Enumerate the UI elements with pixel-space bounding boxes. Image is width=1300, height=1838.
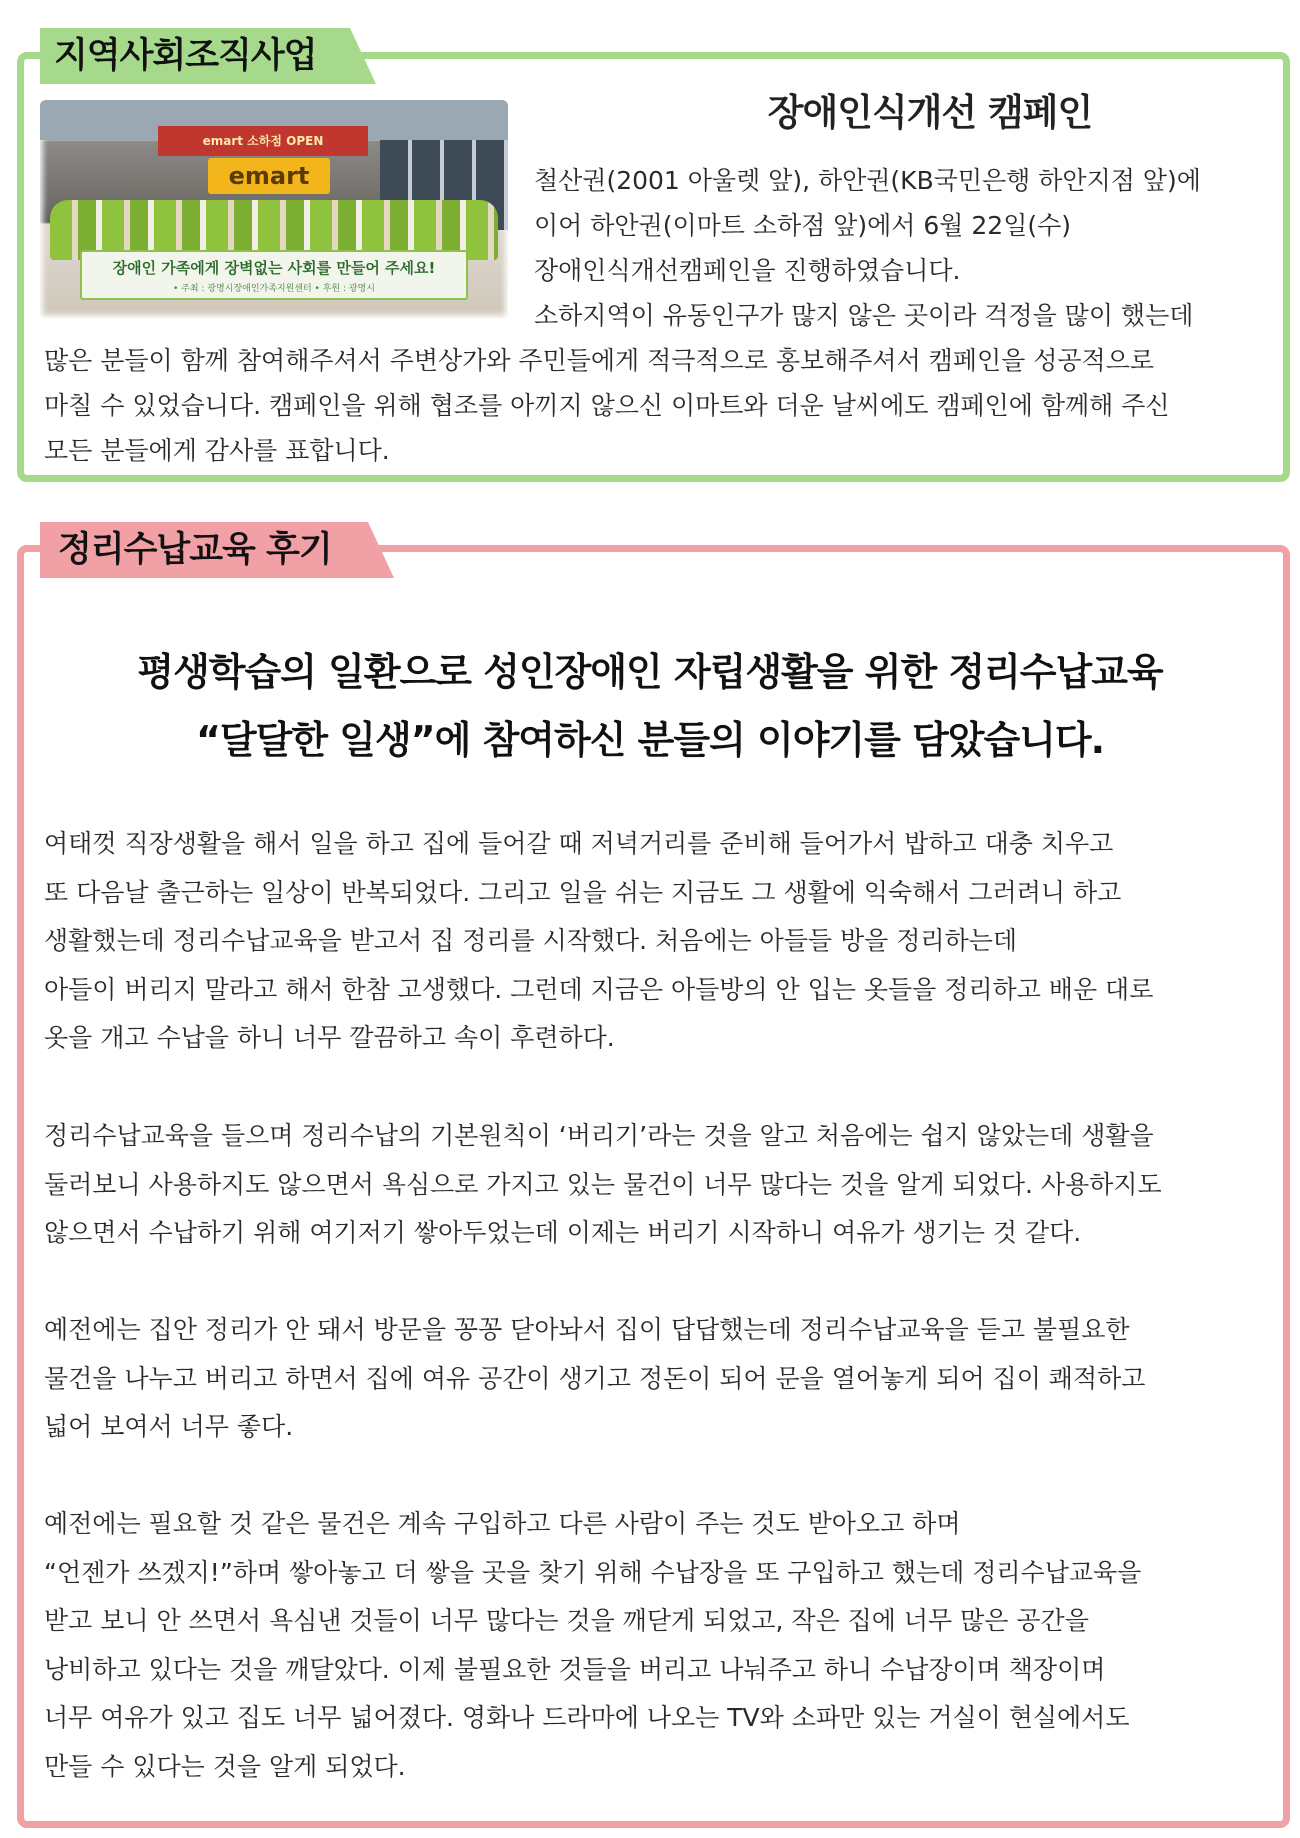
review-line: 않으면서 수납하기 위해 여기저기 쌓아두었는데 이제는 버리기 시작하니 여유가 생기는 것 같다. <box>44 1218 1082 1247</box>
campaign-line: 모든 분들에게 감사를 표합니다. <box>44 436 390 465</box>
review-heading-line: “달달한 일생”에 참여하신 분들의 이야기를 담았습니다. <box>195 718 1105 762</box>
campaign-line: 많은 분들이 함께 참여해주셔서 주변상가와 주민들에게 적극적으로 홍보해주셔서 캠페인을 성공적으로 <box>44 346 1154 375</box>
campaign-line: 이어 하안권(이마트 소하점 앞)에서 6월 22일(수) <box>534 211 1072 240</box>
review-paragraph-3 <box>44 1306 1274 1452</box>
review-line: 받고 보니 안 쓰면서 욕심낸 것들이 너무 많다는 것을 깨닫게 되었고, 작은 집에 너무 많은 공간을 <box>44 1606 1089 1635</box>
review-line: 예전에는 집안 정리가 안 돼서 방문을 꽁꽁 닫아놔서 집이 답답했는데 정리수납교육을 듣고 불필요한 <box>44 1315 1130 1344</box>
review-heading-line: 평생학습의 일환으로 성인장애인 자립생활을 위한 정리수납교육 <box>137 650 1163 694</box>
campaign-line: 마칠 수 있었습니다. 캠페인을 위해 협조를 아끼지 않으신 이마트와 더운 날씨에도 캠페인에 함께해 주신 <box>44 391 1170 420</box>
review-line: “언젠가 쓰겠지!”하며 쌓아놓고 더 쌓을 곳을 찾기 위해 수납장을 또 구입하고 했는데 정리수납교육을 <box>44 1557 1142 1587</box>
campaign-line: 소하지역이 유동인구가 많지 않은 곳이라 걱정을 많이 했는데 <box>534 301 1194 330</box>
campaign-section-tab: 지역사회조직사업 <box>40 28 350 84</box>
photo-store-sign: emart 소하점 OPEN <box>158 126 368 156</box>
campaign-text <box>44 158 1274 473</box>
photo-emart-logo: emart <box>208 158 330 194</box>
review-line: 예전에는 필요할 것 같은 물건은 계속 구입하고 다른 사람이 주는 것도 받아오고 하며 <box>44 1509 961 1538</box>
campaign-title: 장애인식개선 캠페인 <box>767 91 1093 134</box>
campaign-line: 철산권(2001 아울렛 앞), 하안권(KB국민은행 하안지점 앞)에 <box>534 166 1201 195</box>
review-paragraph-1 <box>44 820 1274 1063</box>
review-line: 옷을 개고 수납을 하니 너무 깔끔하고 속이 후련하다. <box>44 1023 615 1052</box>
review-line: 넓어 보여서 너무 좋다. <box>44 1412 294 1441</box>
campaign-line: 장애인식개선캠페인을 진행하였습니다. <box>534 256 961 285</box>
review-line: 여태껏 직장생활을 해서 일을 하고 집에 들어갈 때 저녁거리를 준비해 들어가서 밥하고 대충 치우고 <box>44 829 1114 858</box>
review-line: 물건을 나누고 버리고 하면서 집에 여유 공간이 생기고 정돈이 되어 문을 열어놓게 되어 집이 쾌적하고 <box>44 1363 1146 1393</box>
review-paragraph-2 <box>44 1112 1274 1258</box>
review-paragraph-4 <box>44 1500 1274 1791</box>
review-heading <box>60 638 1240 774</box>
review-line: 생활했는데 정리수납교육을 받고서 집 정리를 시작했다. 처음에는 아들들 방을 정리하는데 <box>44 926 1018 955</box>
review-line: 너무 여유가 있고 집도 너무 넓어졌다. 영화나 드라마에 나오는 TV와 소파만 있는 거실이 현실에서도 <box>44 1703 1130 1732</box>
review-line: 낭비하고 있다는 것을 깨달았다. 이제 불필요한 것들을 버리고 나눠주고 하니 수납장이며 책장이며 <box>44 1654 1106 1684</box>
review-line: 만들 수 있다는 것을 알게 되었다. <box>44 1751 406 1781</box>
review-line: 둘러보니 사용하지도 않으면서 욕심으로 가지고 있는 물건이 너무 많다는 것을 알게 되었다. 사용하지도 <box>44 1169 1162 1199</box>
review-line: 정리수납교육을 들으며 정리수납의 기본원칙이 ‘버리기’라는 것을 알고 처음에는 쉽지 않았는데 생활을 <box>44 1121 1154 1150</box>
review-line: 아들이 버리지 말라고 해서 한참 고생했다. 그런데 지금은 아들방의 안 입는 옷들을 정리하고 배운 대로 <box>44 974 1154 1004</box>
review-line: 또 다음날 출근하는 일상이 반복되었다. 그리고 일을 쉬는 지금도 그 생활에 익숙해서 그러려니 하고 <box>44 877 1122 907</box>
photo-banner-text: 장애인 가족에게 장벽없는 사회를 만들어 주세요! <box>112 259 436 277</box>
review-section-tab: 정리수납교육 후기 <box>40 522 368 578</box>
photo-banner-sub: • 주최 : 광명시장애인가족지원센터 • 후원 : 광명시 <box>173 284 375 294</box>
